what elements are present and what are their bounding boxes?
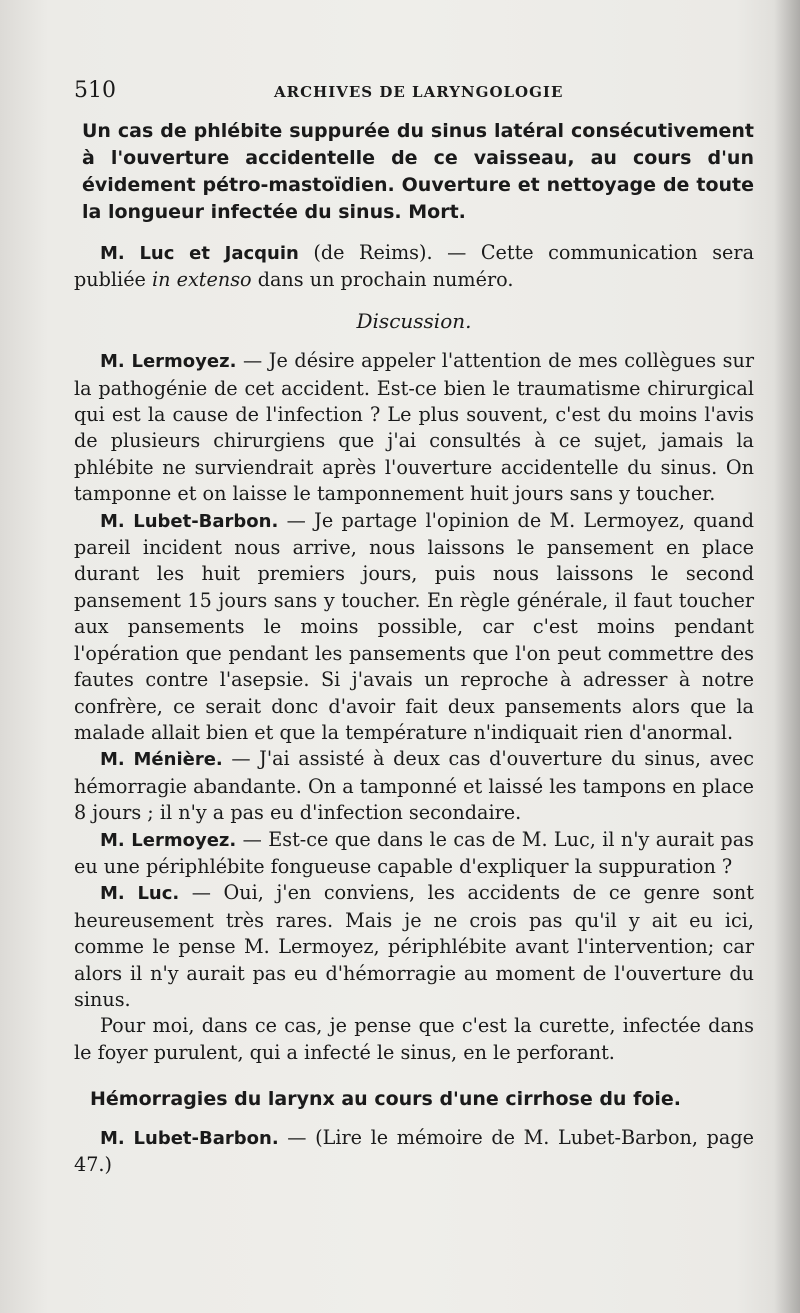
- page-number: 510: [74, 78, 116, 103]
- running-header: [74, 78, 754, 118]
- discussion-paragraph: [74, 746, 754, 826]
- discussion-paragraph: [74, 508, 754, 747]
- journal-title: ARCHIVES DE LARYNGOLOGIE: [274, 83, 564, 101]
- paragraph-text: — Est-ce que dans le cas de M. Luc, il n'y aurait pas eu une périphlébite fongueuse capable d'expliquer la suppuration ?: [74, 827, 755, 878]
- discussion-heading: Discussion.: [356, 308, 472, 333]
- speaker-name: M. Lermoyez.: [100, 829, 237, 851]
- discussion-paragraph: [74, 827, 754, 881]
- section-gap: [74, 1066, 754, 1086]
- paragraph-text: — (Lire le mémoire de M. Lubet-Barbon, page 47.): [74, 1125, 754, 1176]
- section-title: Hémorragies du larynx au cours d'une cirrhose du foie.: [90, 1088, 682, 1111]
- page-content: [74, 78, 754, 1178]
- speaker-name: M. Lubet-Barbon.: [100, 510, 279, 532]
- intro-italic: in extenso: [152, 268, 252, 292]
- intro-text: (de Reims). — Cette communication sera publiée: [74, 241, 755, 292]
- discussion-paragraph: [74, 880, 754, 1013]
- paragraph-text: — Je désire appeler l'attention de mes collègues sur la pathogénie de cet accident. Est-ce bien le traumatisme chirurgical qui est la cause de l'infection ? Le plus souvent, c'est du moins l'avis de plusieurs chirurgiens que j'ai consultés à ce sujet, jamais la phlébite ne surviendrait après l'ouverture accidentelle du sinus. On tamponne et on laisse le tamponnement huit jours sans y toucher.: [74, 349, 755, 506]
- intro-paragraph: [74, 240, 754, 294]
- speaker-name: M. Lermoyez.: [100, 351, 237, 373]
- paragraph-text: — Oui, j'en conviens, les accidents de ce genre sont heureusement très rares. Mais je ne crois pas qu'il y ait eu ici, comme le pense M. Lermoyez, périphlébite avant l'intervention; car alors il n'y aurait pas eu d'hémorragie au moment de l'ouverture du sinus.: [74, 881, 754, 1011]
- closing-paragraph: Pour moi, dans ce cas, je pense que c'est la curette, infectée dans le foyer purulent, qui a infecté le sinus, en le perforant.: [74, 1014, 754, 1064]
- page-gutter-shadow: [774, 0, 800, 1313]
- paragraph-text: — J'ai assisté à deux cas d'ouverture du sinus, avec hémorragie abandante. On a tamponné et laissé les tampons en place 8 jours ; il n'y a pas eu d'infection secondaire.: [74, 747, 754, 825]
- article-title: Un cas de phlébite suppurée du sinus latéral consécutivement à l'ouverture accidentelle de ce vaisseau, au cours d'un évidement pétro-mastoïdien. Ouverture et nettoyage de toute la longueur infectée du sinus. Mort.: [82, 120, 754, 223]
- speaker-name: M. Luc et Jacquin: [100, 243, 299, 264]
- speaker-name: M. Luc.: [100, 883, 180, 905]
- speaker-name: M. Lubet-Barbon.: [100, 1127, 279, 1149]
- intro-text-end: dans un prochain numéro.: [251, 268, 514, 292]
- section-paragraph: [74, 1125, 754, 1179]
- discussion-paragraph: [74, 348, 754, 507]
- paragraph-text: — Je partage l'opinion de M. Lermoyez, quand pareil incident nous arrive, nous laissons le pansement en place durant les huit premiers jours, puis nous laissons le second pansement 15 jours sans y toucher. En règle générale, il faut toucher aux pansements le moins possible, car c'est moins pendant l'opération que pendant les pansements que l'on peut commettre des fautes contre l'asepsie. Si j'avais un reproche à adresser à notre confrère, ce serait donc d'avoir fait deux pansements alors que la malade allait bien et que la température n'indiquait rien d'anormal.: [74, 508, 754, 744]
- speaker-name: M. Ménière.: [100, 749, 223, 771]
